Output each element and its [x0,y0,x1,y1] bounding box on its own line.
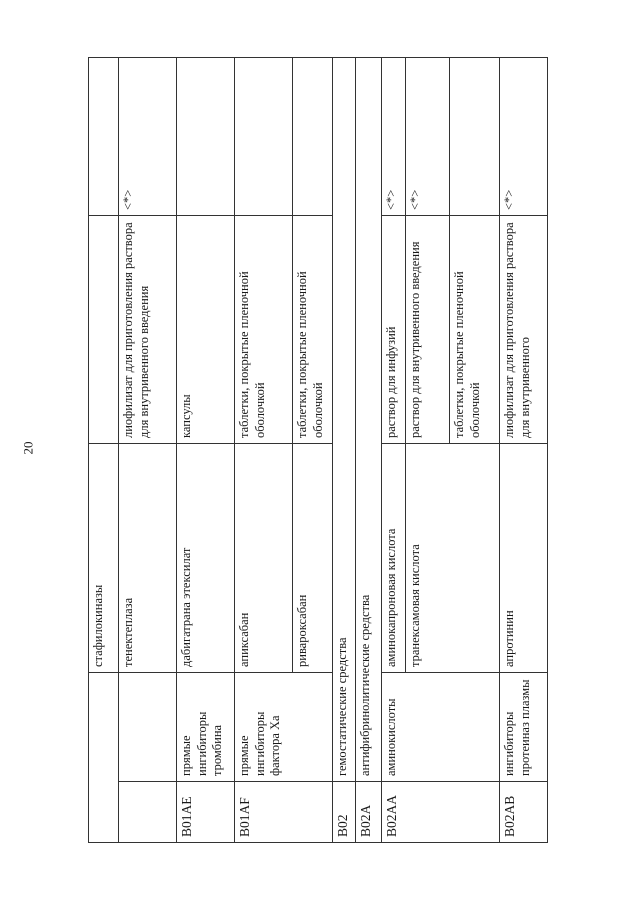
group-title-cell: антифибринолитические средства [355,58,381,782]
note-cell [293,58,333,216]
drug-table [88,57,548,843]
group-cell [119,673,177,782]
note-cell [177,58,235,216]
dosage-form-cell: раствор для внутривенного введения [405,216,449,444]
note-cell: <*> [381,58,405,216]
drug-name-cell: стафилокиназы [89,444,119,673]
atc-code-cell [119,782,177,843]
note-cell [235,58,293,216]
dosage-form-cell: лиофилизат для приготовления раствора для внутривенного [499,216,547,444]
table-row [355,58,381,843]
page-number: 20 [20,441,36,455]
drug-name-cell: апиксабан [235,444,293,673]
dosage-form-cell: таблетки, покрытые пленочной оболочкой [449,216,499,444]
table-row [235,58,293,843]
drug-name-cell: апротинин [499,444,547,673]
atc-code-cell: B01AE [177,782,235,843]
group-title-cell: гемостатические средства [333,58,356,782]
drug-name-cell: тенектеплаза [119,444,177,673]
table-row [119,58,177,843]
atc-code-cell: B02AB [499,782,547,843]
drug-name-cell: ривароксабан [293,444,333,673]
atc-code-cell: B02AA [381,782,499,843]
drug-name-cell: аминокапроновая кислота [381,444,405,673]
note-cell: <*> [405,58,449,216]
note-cell: <*> [499,58,547,216]
group-cell: аминокислоты [381,673,499,782]
dosage-form-cell: раствор для инфузий [381,216,405,444]
table-row [89,58,119,843]
document-table-container [88,58,588,843]
note-cell [89,58,119,216]
dosage-form-cell: лиофилизат для приготовления раствора для внутривенного введения [119,216,177,444]
group-cell: ингибиторы протеиназ плазмы [499,673,547,782]
table-row [333,58,356,843]
note-cell [449,58,499,216]
atc-code-cell: B02A [355,782,381,843]
table-row [381,58,405,843]
drug-name-cell: дабигатрана этексилат [177,444,235,673]
atc-code-cell: B02 [333,782,356,843]
drug-name-cell: транексамовая кислота [405,444,499,673]
note-cell: <*> [119,58,177,216]
table-row [177,58,235,843]
table-cell-empty [89,673,119,843]
dosage-form-cell: таблетки, покрытые пленочной оболочкой [235,216,293,444]
atc-code-cell: B01AF [235,782,333,843]
dosage-form-cell: капсулы [177,216,235,444]
dosage-form-cell [89,216,119,444]
dosage-form-cell: таблетки, покрытые пленочной оболочкой [293,216,333,444]
group-cell: прямые ингибиторы фактора Xa [235,673,333,782]
table-row [499,58,547,843]
group-cell: прямые ингибиторы тромбина [177,673,235,782]
